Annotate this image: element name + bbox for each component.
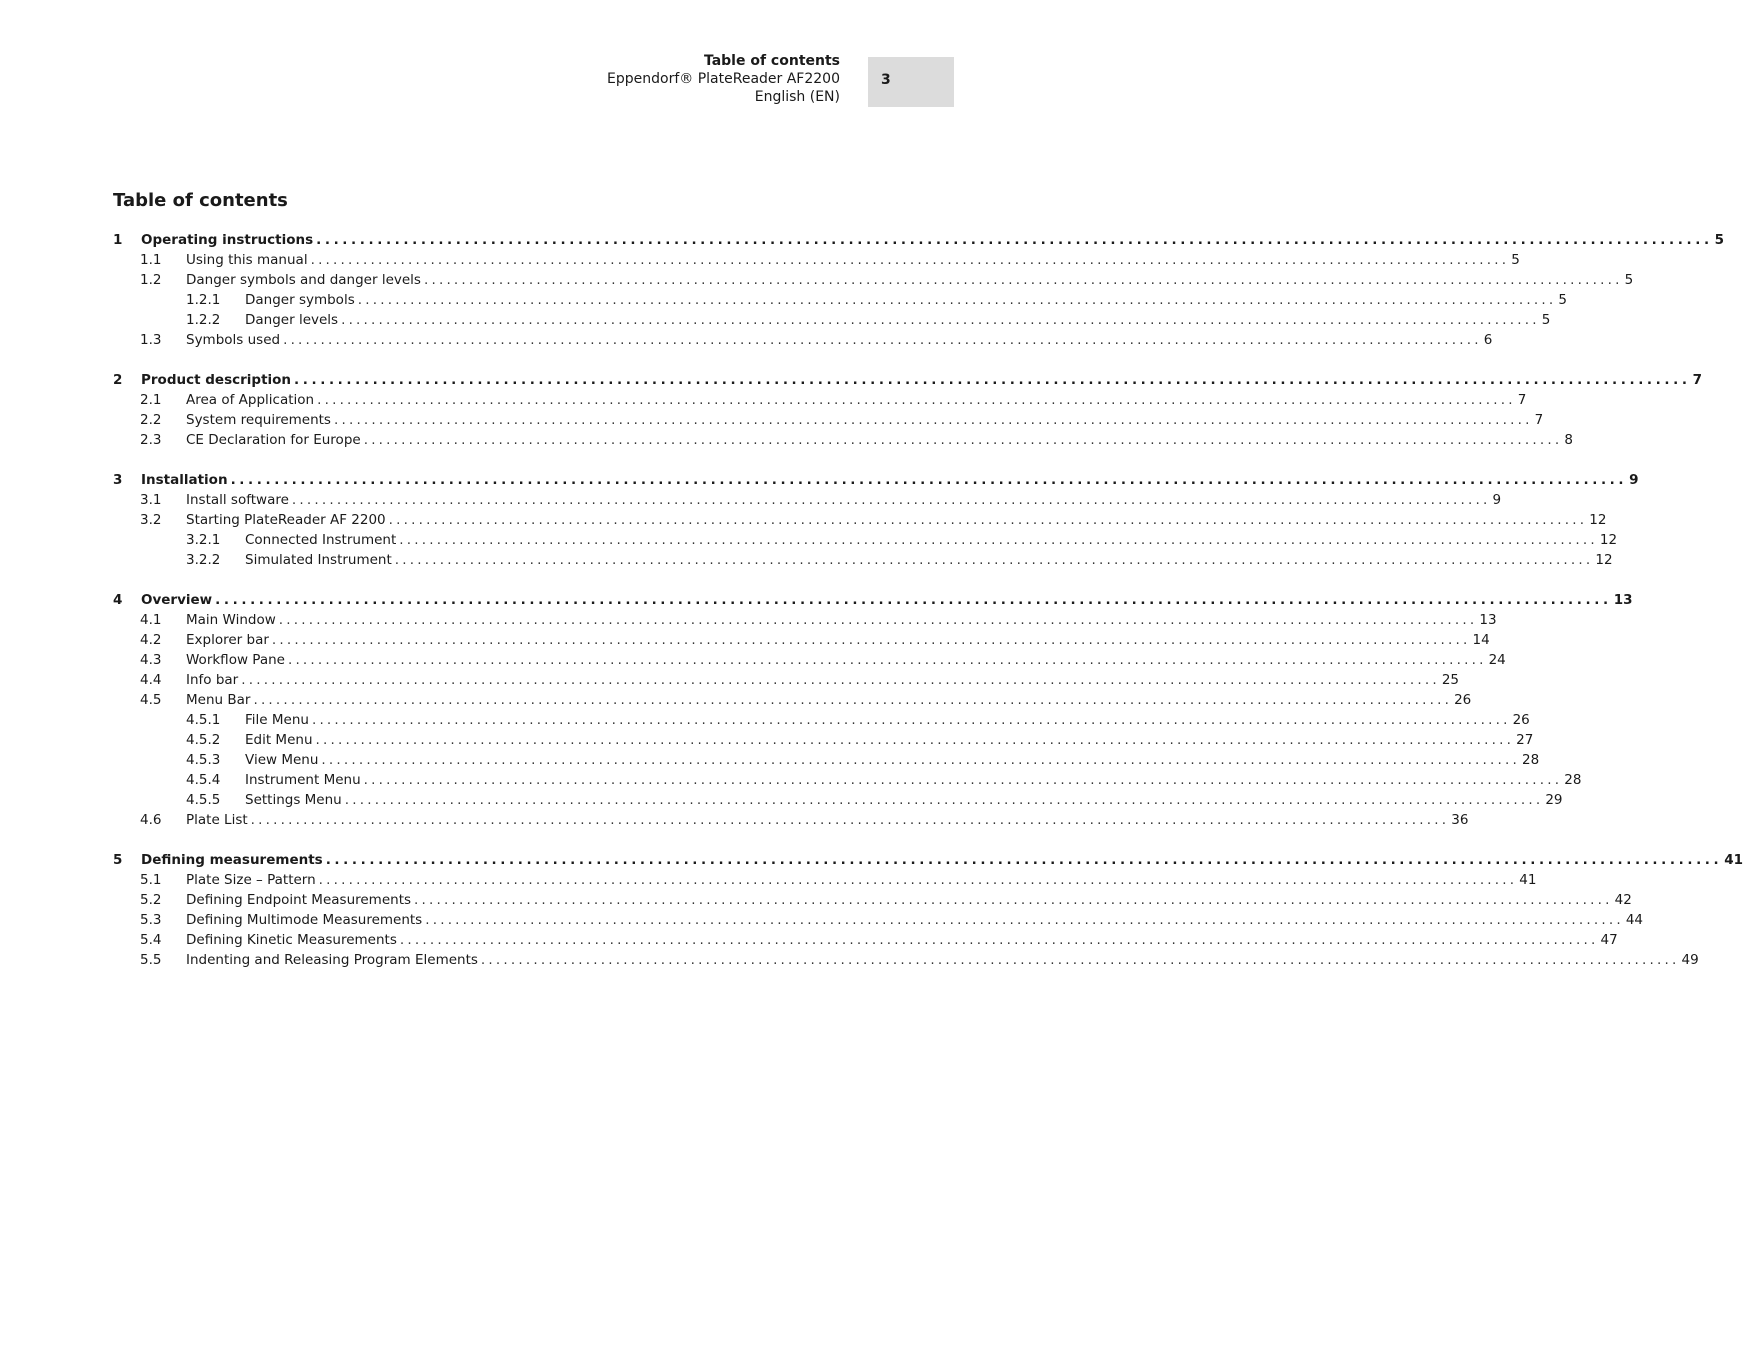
toc-entry-line (186, 950, 1699, 970)
header-language: English (EN) (754, 89, 840, 105)
toc-entry-line (245, 290, 1567, 310)
toc-entry-page: 9 (1492, 492, 1502, 508)
toc-entry-number: 1 (113, 232, 123, 248)
toc-entry-line (186, 810, 1469, 830)
toc-entry-line (186, 690, 1472, 710)
toc-entry (113, 770, 1582, 790)
toc-entry-title: Plate List (186, 812, 248, 828)
toc-entry-line (186, 670, 1460, 690)
toc-entry (113, 910, 1644, 930)
toc-entry-number: 2 (113, 372, 123, 388)
toc-entry-number: 1.2 (140, 272, 162, 288)
toc-entry-page: 12 (1589, 512, 1607, 528)
dot-leader: ................................................................................................................................................................ (215, 592, 1612, 608)
toc-entry-line (245, 730, 1534, 750)
dot-leader: ................................................................................................................................................................ (294, 372, 1691, 388)
dot-leader: ................................................................................................................................................................ (423, 272, 1623, 288)
toc-entry-line (245, 310, 1551, 330)
toc-entry-title: Main Window (186, 612, 276, 628)
dot-leader: ................................................................................................................................................................ (316, 232, 1713, 248)
toc-entry-title: Danger levels (245, 312, 339, 328)
toc-entry-line (141, 590, 1633, 610)
toc-entry (113, 430, 1573, 450)
toc-entry-number: 5.3 (140, 912, 162, 928)
toc-entry-title: Install software (186, 492, 289, 508)
toc-entry-title: Plate Size – Pattern (186, 872, 316, 888)
toc-entry-line (245, 550, 1613, 570)
toc-entry-number: 4.6 (140, 812, 162, 828)
toc-entry-page: 28 (1522, 752, 1540, 768)
toc-entry-title: Defining Endpoint Measurements (186, 892, 412, 908)
toc-entry-number: 2.1 (140, 392, 162, 408)
toc-chapter-entry (113, 230, 1725, 250)
toc-entry-number: 1.1 (140, 252, 162, 268)
toc-entry-number: 4.5.4 (186, 772, 221, 788)
page-number-tab (868, 57, 954, 107)
toc-entry-title: Defining Kinetic Measurements (186, 932, 397, 948)
toc-entry-title: Settings Menu (245, 792, 342, 808)
toc-entry-line (186, 430, 1573, 450)
toc-entry (113, 690, 1472, 710)
toc-entry-page: 9 (1629, 472, 1639, 488)
toc-entry-line (245, 530, 1618, 550)
toc-entry-line (186, 650, 1506, 670)
toc-entry-number: 4.5.1 (186, 712, 221, 728)
toc-entry-line (186, 630, 1490, 650)
dot-leader: ................................................................................................................................................................ (344, 792, 1544, 808)
toc-entry-title: Overview (141, 592, 213, 608)
toc-entry-number: 4.3 (140, 652, 162, 668)
toc-chapter-entry (113, 590, 1633, 610)
toc-entry-page: 7 (1517, 392, 1527, 408)
toc-entry-title: Indenting and Releasing Program Elements (186, 952, 478, 968)
toc-entry-title: Using this manual (186, 252, 308, 268)
toc-entry-line (186, 410, 1544, 430)
toc-entry-title: System requirements (186, 412, 331, 428)
toc-entry-page: 5 (1558, 292, 1567, 308)
dot-leader: ................................................................................................................................................................ (325, 852, 1723, 868)
toc-entry-number: 2.3 (140, 432, 162, 448)
toc-entry-number: 1.2.1 (186, 292, 221, 308)
toc-entry-title: Workflow Pane (186, 652, 285, 668)
toc-entry-number: 5.2 (140, 892, 162, 908)
toc-entry-line (141, 230, 1725, 250)
toc-entry-line (186, 390, 1527, 410)
toc-entry-number: 4.5.5 (186, 792, 221, 808)
header-section-title: Table of contents (703, 53, 840, 69)
toc-entry (113, 610, 1497, 630)
toc-entry-page: 12 (1595, 552, 1613, 568)
dot-leader: ................................................................................................................................................................ (394, 552, 1594, 568)
toc-entry-title: Explorer bar (186, 632, 269, 648)
header-product-name: Eppendorf® PlateReader AF2200 (607, 71, 840, 87)
toc-entry-title: Operating instructions (141, 232, 314, 248)
toc-entry-page: 26 (1512, 712, 1530, 728)
toc-entry-number: 4.5 (140, 692, 162, 708)
toc-entry-line (141, 850, 1743, 870)
dot-leader: ................................................................................................................................................................ (399, 932, 1599, 948)
dot-leader: ................................................................................................................................................................ (271, 632, 1471, 648)
toc-entry-title: Instrument Menu (245, 772, 361, 788)
toc-entry-title: Connected Instrument (245, 532, 397, 548)
toc-entry-page: 7 (1692, 372, 1702, 388)
toc-entry (113, 790, 1563, 810)
dot-leader: ................................................................................................................................................................ (230, 472, 1628, 488)
toc-entry-page: 28 (1564, 772, 1582, 788)
toc-entry-title: Starting PlateReader AF 2200 (186, 512, 386, 528)
toc-entry-number: 3.2.2 (186, 552, 221, 568)
toc-entry-number: 4.5.2 (186, 732, 221, 748)
toc-entry-page: 41 (1724, 852, 1743, 868)
toc-entry-page: 6 (1483, 332, 1493, 348)
toc-entry-line (245, 790, 1563, 810)
toc-entry-page: 13 (1479, 612, 1497, 628)
toc-entry-number: 4.2 (140, 632, 162, 648)
toc-entry-number: 4.4 (140, 672, 162, 688)
toc-entry-line (186, 250, 1520, 270)
dot-leader: ................................................................................................................................................................ (333, 412, 1533, 428)
toc-entry-number: 1.2.2 (186, 312, 221, 328)
toc-entry-number: 4 (113, 592, 123, 608)
dot-leader: ................................................................................................................................................................ (283, 332, 1482, 348)
toc-entry (113, 730, 1534, 750)
toc-entry-page: 5 (1511, 252, 1520, 268)
dot-leader: ................................................................................................................................................................ (480, 952, 1680, 968)
toc-entry-line (186, 330, 1493, 350)
dot-leader: ................................................................................................................................................................ (388, 512, 1588, 528)
toc-entry-title: Area of Application (186, 392, 315, 408)
dot-leader: ................................................................................................................................................................ (318, 872, 1518, 888)
toc-entry-title: CE Declaration for Europe (186, 432, 361, 448)
toc-entry (113, 490, 1502, 510)
dot-leader: ................................................................................................................................................................ (357, 292, 1557, 308)
toc-entry-page: 5 (1624, 272, 1634, 288)
toc-entry-number: 3 (113, 472, 123, 488)
toc-entry-line (186, 270, 1634, 290)
toc-entry-page: 49 (1681, 952, 1699, 968)
toc-entry (113, 710, 1530, 730)
toc-entry-page: 27 (1516, 732, 1534, 748)
toc-entry-number: 3.1 (140, 492, 162, 508)
toc-entry-page: 36 (1451, 812, 1469, 828)
toc-entry-number: 5.1 (140, 872, 162, 888)
toc-entry-title: Product description (141, 372, 292, 388)
toc-entry-title: Edit Menu (245, 732, 313, 748)
dot-leader: ................................................................................................................................................................ (321, 752, 1521, 768)
dot-leader: ................................................................................................................................................................ (363, 432, 1563, 448)
toc-entry-page: 5 (1541, 312, 1551, 328)
toc-entry (113, 390, 1527, 410)
toc-entry-page: 12 (1599, 532, 1618, 548)
toc-entry-number: 5.5 (140, 952, 162, 968)
toc-entry-title: View Menu (245, 752, 319, 768)
table-of-contents (113, 230, 1743, 970)
toc-entry (113, 630, 1490, 650)
toc-entry-page: 13 (1613, 592, 1633, 608)
toc-entry-title: Danger symbols (245, 292, 355, 308)
toc-entry (113, 890, 1632, 910)
toc-entry-title: Menu Bar (186, 692, 251, 708)
toc-entry-page: 42 (1614, 892, 1632, 908)
toc-entry-page: 44 (1625, 912, 1644, 928)
toc-entry-page: 29 (1545, 792, 1563, 808)
toc-entry-line (245, 750, 1540, 770)
dot-leader: ................................................................................................................................................................ (311, 712, 1511, 728)
toc-entry-number: 5 (113, 852, 123, 868)
toc-entry-number: 3.2.1 (186, 532, 221, 548)
toc-entry-line (186, 910, 1644, 930)
toc-entry-line (186, 890, 1632, 910)
toc-chapter-entry (113, 850, 1743, 870)
toc-entry (113, 510, 1607, 530)
toc-entry (113, 310, 1551, 330)
toc-entry-number: 2.2 (140, 412, 162, 428)
toc-entry (113, 330, 1493, 350)
toc-entry-page: 47 (1600, 932, 1618, 948)
toc-entry (113, 550, 1613, 570)
toc-entry-page: 24 (1488, 652, 1506, 668)
dot-leader: ................................................................................................................................................................ (291, 492, 1491, 508)
dot-leader: ................................................................................................................................................................ (341, 312, 1540, 328)
toc-entry-title: File Menu (245, 712, 309, 728)
toc-entry-number: 5.4 (140, 932, 162, 948)
toc-entry (113, 750, 1540, 770)
toc-entry-line (186, 490, 1502, 510)
dot-leader: ................................................................................................................................................................ (363, 772, 1563, 788)
toc-entry (113, 930, 1618, 950)
dot-leader: ................................................................................................................................................................ (287, 652, 1487, 668)
toc-entry (113, 650, 1506, 670)
toc-entry (113, 250, 1520, 270)
toc-chapter-entry (113, 370, 1702, 390)
toc-entry (113, 290, 1567, 310)
toc-entry-title: Defining Multimode Measurements (186, 912, 423, 928)
toc-entry-line (141, 470, 1639, 490)
toc-entry-page: 14 (1472, 632, 1490, 648)
toc-entry-page: 8 (1564, 432, 1573, 448)
toc-entry-line (186, 510, 1607, 530)
toc-entry-line (141, 370, 1702, 390)
toc-entry-title: Installation (141, 472, 228, 488)
dot-leader: ................................................................................................................................................................ (310, 252, 1510, 268)
toc-entry-number: 4.5.3 (186, 752, 221, 768)
toc-entry-page: 26 (1454, 692, 1472, 708)
toc-entry (113, 950, 1699, 970)
dot-leader: ................................................................................................................................................................ (399, 532, 1598, 548)
dot-leader: ................................................................................................................................................................ (315, 732, 1515, 748)
toc-entry-title: Symbols used (186, 332, 281, 348)
page-number: 3 (881, 72, 891, 88)
toc-entry-number: 3.2 (140, 512, 162, 528)
dot-leader: ................................................................................................................................................................ (317, 392, 1516, 408)
dot-leader: ................................................................................................................................................................ (278, 612, 1478, 628)
toc-entry (113, 410, 1544, 430)
toc-entry-line (245, 770, 1582, 790)
toc-entry (113, 810, 1469, 830)
toc-entry-page: 7 (1534, 412, 1544, 428)
toc-entry (113, 670, 1460, 690)
dot-leader: ................................................................................................................................................................ (425, 912, 1624, 928)
dot-leader: ................................................................................................................................................................ (253, 692, 1453, 708)
toc-entry (113, 530, 1618, 550)
dot-leader: ................................................................................................................................................................ (241, 672, 1440, 688)
toc-entry-title: Info bar (186, 672, 239, 688)
toc-chapter-entry (113, 470, 1639, 490)
page-title: Table of contents (113, 190, 288, 211)
toc-entry-page: 5 (1714, 232, 1725, 248)
toc-entry-number: 4.1 (140, 612, 162, 628)
toc-entry-line (245, 710, 1530, 730)
toc-entry-page: 25 (1441, 672, 1460, 688)
toc-entry (113, 270, 1634, 290)
toc-entry-line (186, 930, 1618, 950)
toc-entry-line (186, 610, 1497, 630)
toc-entry-number: 1.3 (140, 332, 162, 348)
toc-entry-title: Danger symbols and danger levels (186, 272, 421, 288)
toc-entry-title: Defining measurements (141, 852, 323, 868)
dot-leader: ................................................................................................................................................................ (250, 812, 1450, 828)
dot-leader: ................................................................................................................................................................ (414, 892, 1613, 908)
toc-entry-page: 41 (1519, 872, 1537, 888)
toc-entry (113, 870, 1537, 890)
toc-entry-line (186, 870, 1537, 890)
running-header (607, 52, 840, 106)
toc-entry-title: Simulated Instrument (245, 552, 392, 568)
